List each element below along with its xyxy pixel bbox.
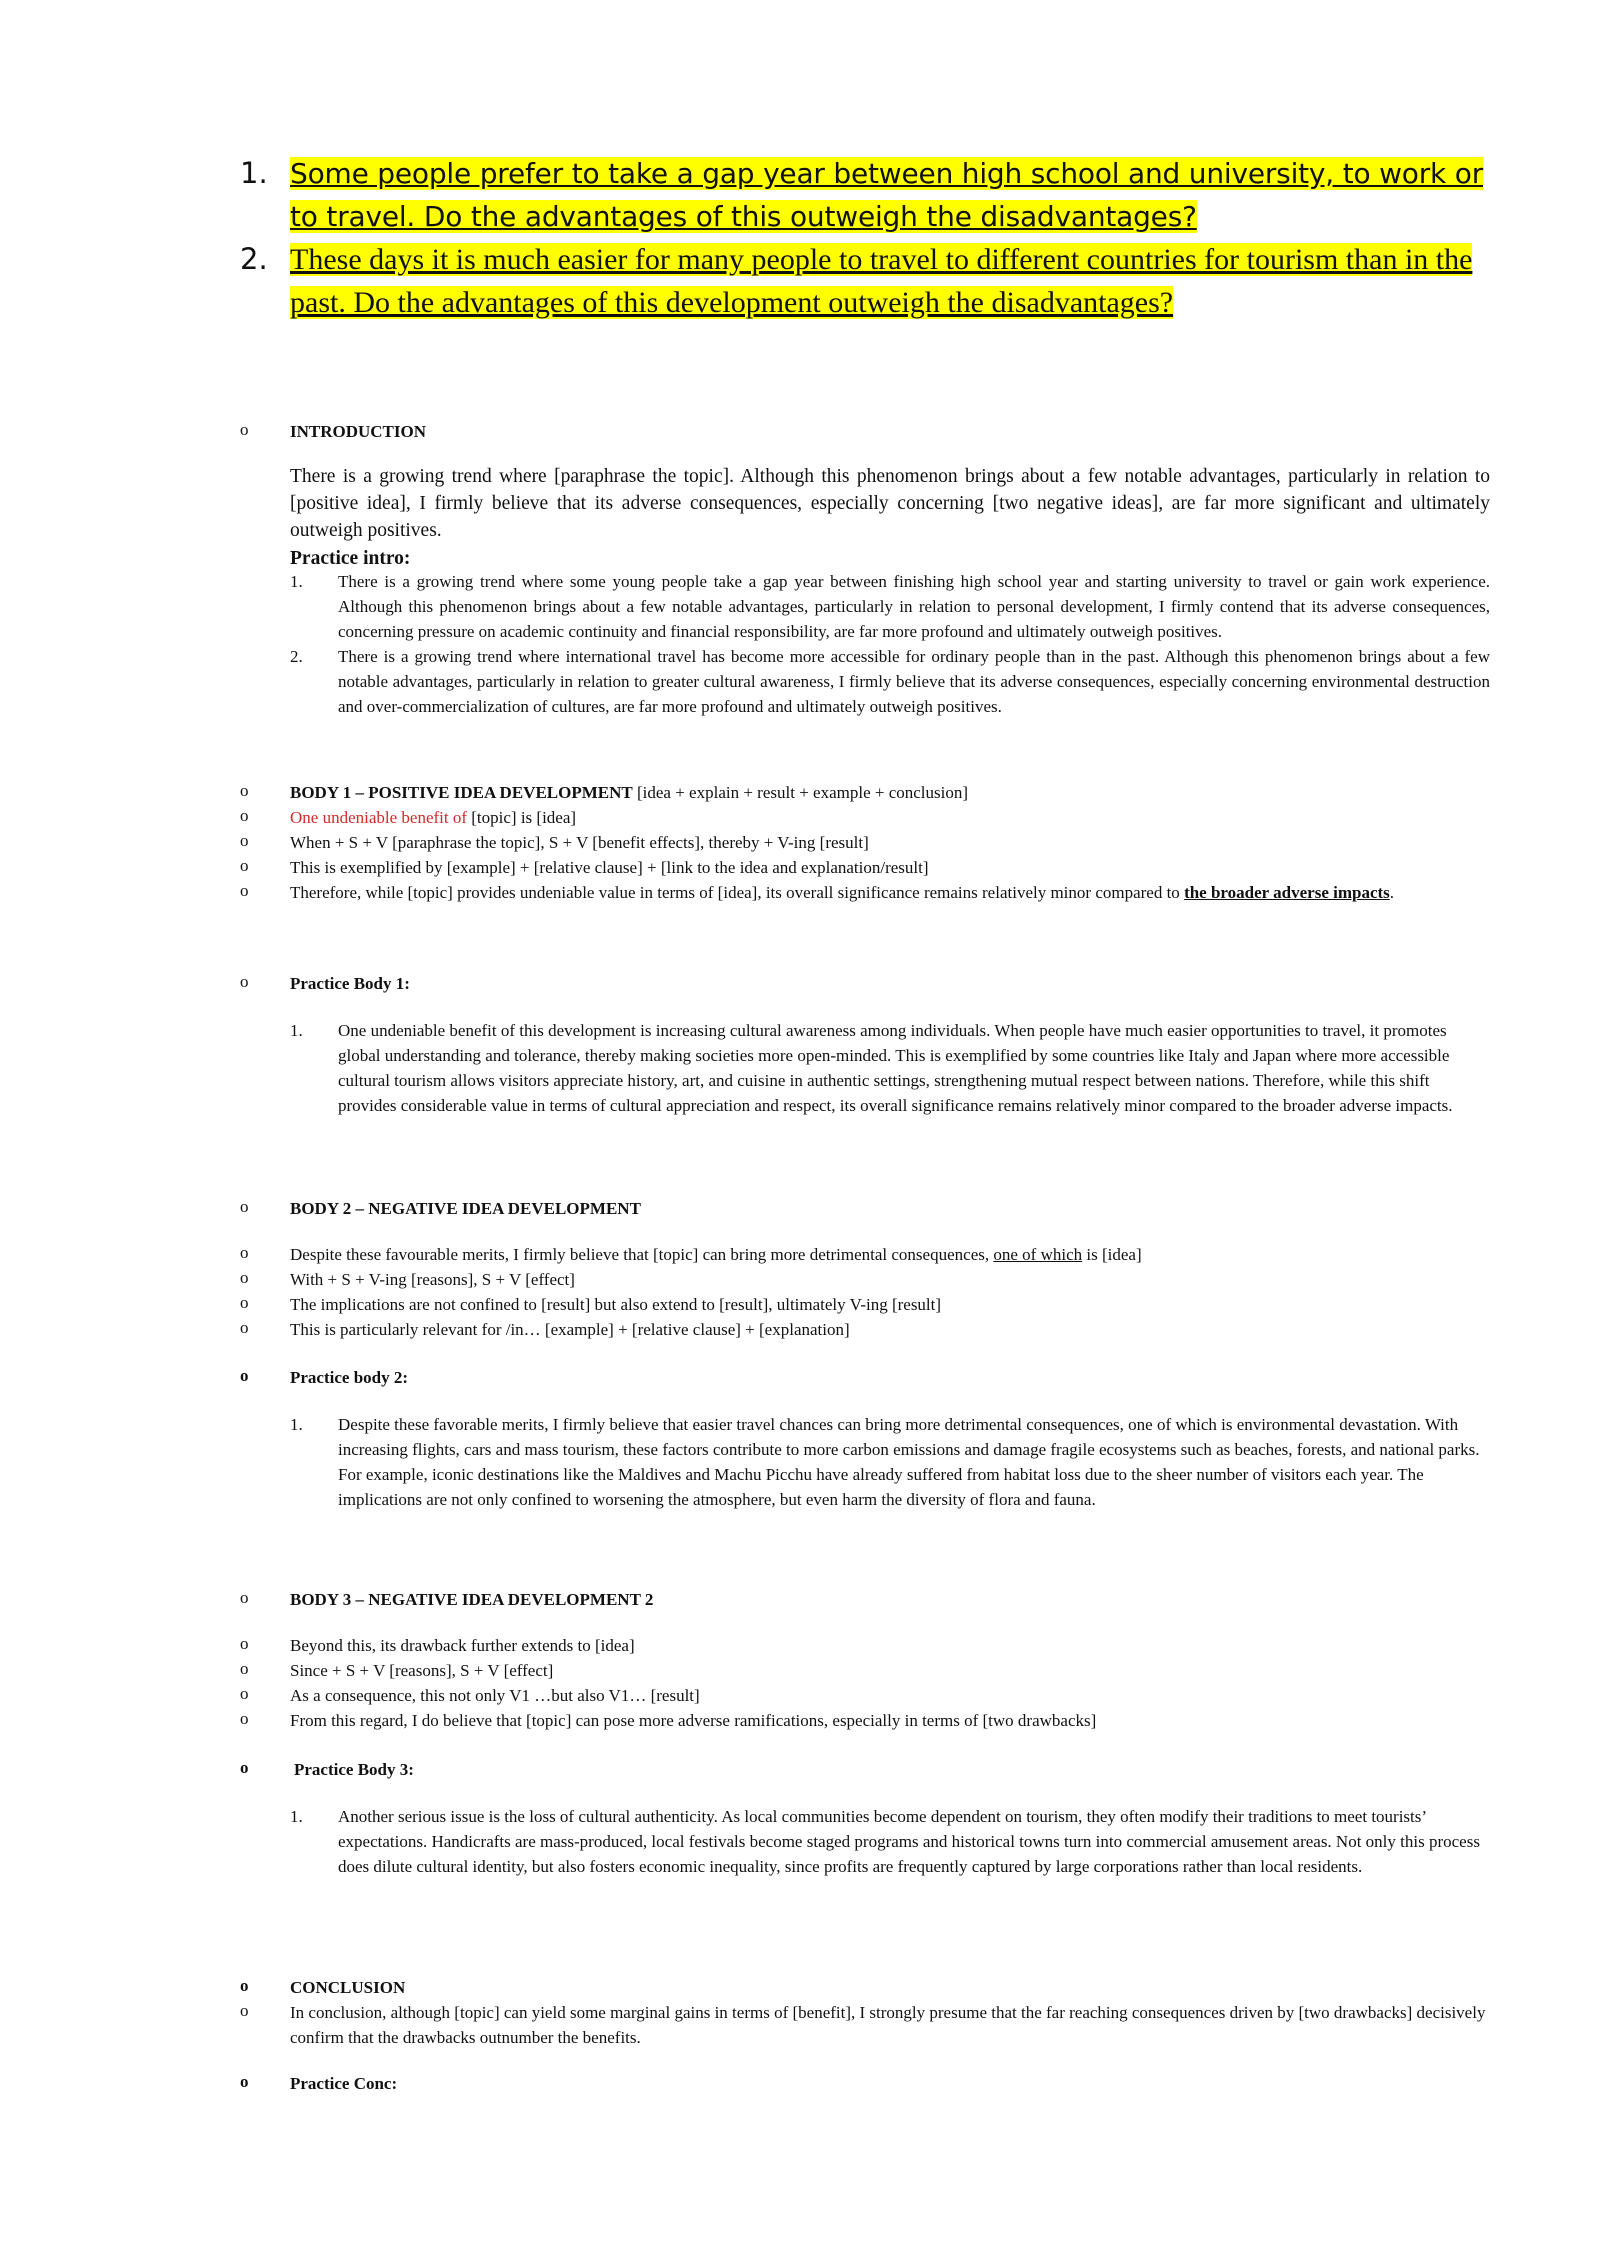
body3-line3: As a consequence, this not only V1 …but also V1… [result] <box>290 1686 700 1705</box>
body2-heading: BODY 2 – NEGATIVE IDEA DEVELOPMENT <box>290 1199 641 1218</box>
list-item: 1. Despite these favorable merits, I firmly believe that easier travel chances can bring more detrimental consequences, one of which is environmental devastation. With increasing flights, cars and mass tourism, these factors contribute to more carbon emissions and damage fragile ecosystems such as beaches, forests, and national parks. For example, iconic destinations like the Maldives and Machu Picchu have already suffered from habitat loss due to the sheer number of visitors each year. The implications are not only confined to worsening the atmosphere, but even harm the diversity of flora and fauna. <box>290 1415 1480 1509</box>
practice-body2-label: Practice body 2: <box>290 1368 409 1387</box>
body1-line4: Therefore, while [topic] provides undeniable value in terms of [idea], its overall significance remains relatively minor compared to the broader adverse impacts. <box>290 883 1395 902</box>
practice-intro-label: Practice intro: <box>290 548 411 569</box>
bullet: o <box>240 1588 249 1607</box>
bullet: o <box>240 2072 249 2091</box>
body3-line2: Since + S + V [reasons], S + V [effect] <box>290 1661 554 1680</box>
practice-body2 <box>290 1412 1490 1512</box>
bullet: o <box>240 806 249 825</box>
conclusion-template: In conclusion, although [topic] can yield some marginal gains in terms of [benefit], I strongly presume that the far reaching consequences driven by [two drawbacks] decisively confirm that the drawbacks outnumber the benefits. <box>290 2003 1486 2047</box>
body1-line2: When + S + V [paraphrase the topic], S + V [benefit effects], thereby + V-ing [result] <box>290 833 869 852</box>
list-item: 2. There is a growing trend where international travel has become more accessible for ordinary people than in the past. Although this phenomenon brings about a few notable advantages, particularly in relation to greater cultural awareness, I firmly believe that its adverse consequences, especially concerning environmental destruction and over-commercialization of cultures, are far more profound and ultimately outweigh positives. <box>290 647 1490 716</box>
prompt-text: Some people prefer to take a gap year between high school and university, to work or to travel. Do the advantages of this outweigh the disadvantages? <box>290 157 1484 233</box>
bullet: o <box>240 1243 249 1262</box>
bullet: o <box>240 1634 249 1653</box>
prompt-2 <box>240 238 1490 324</box>
practice-body1 <box>290 1018 1490 1118</box>
bullet: o <box>240 781 249 800</box>
bullet: o <box>240 1976 249 1995</box>
practice-body3-label: Practice Body 3: <box>294 1760 414 1779</box>
practice-conc-label: Practice Conc: <box>290 2074 398 2093</box>
bullet: o <box>240 1659 249 1678</box>
list-item: 1. Another serious issue is the loss of cultural authenticity. As local communities become dependent on tourism, they often modify their traditions to meet tourists’ expectations. Handicrafts are mass-produced, local festivals become staged programs and historical towns turn into commercial amusement areas. Not only this process does dilute cultural identity, but also fosters economic inequality, since profits are frequently captured by large corporations rather than local residents. <box>290 1807 1480 1876</box>
essay-prompts <box>240 152 1490 324</box>
body1-line1: One undeniable benefit of [topic] is [idea] <box>290 808 577 827</box>
bullet: o <box>240 420 249 439</box>
bullet: o <box>240 831 249 850</box>
body2-line4: This is particularly relevant for /in… [example] + [relative clause] + [explanation] <box>290 1320 850 1339</box>
body2-line3: The implications are not confined to [result] but also extend to [result], ultimately V-ing [result] <box>290 1295 942 1314</box>
prompt-number: 2. <box>240 242 268 276</box>
bullet: o <box>240 1709 249 1728</box>
bullet: o <box>240 1366 249 1385</box>
body2-line2: With + S + V-ing [reasons], S + V [effect] <box>290 1270 575 1289</box>
bullet: o <box>240 1684 249 1703</box>
body3-line4: From this regard, I do believe that [topic] can pose more adverse ramifications, especially in terms of [two drawbacks] <box>290 1711 1097 1730</box>
list-item: 1. There is a growing trend where some young people take a gap year between finishing high school year and starting university to travel or gain work experience. Although this phenomenon brings about a few notable advantages, particularly in relation to personal development, I firmly contend that its adverse consequences, concerning pressure on academic continuity and financial responsibility, are far more profound and ultimately outweigh positives. <box>290 572 1490 641</box>
bullet: o <box>240 972 249 991</box>
intro-heading: INTRODUCTION <box>290 422 427 441</box>
practice-body1-label: Practice Body 1: <box>290 974 410 993</box>
body1-heading: BODY 1 – POSITIVE IDEA DEVELOPMENT [idea + explain + result + example + conclusion] <box>290 783 969 802</box>
body2-line1: Despite these favourable merits, I firmly believe that [topic] can bring more detrimental consequences, one of which is [idea] <box>290 1245 1142 1264</box>
bullet: o <box>240 1268 249 1287</box>
body3-heading: BODY 3 – NEGATIVE IDEA DEVELOPMENT 2 <box>290 1590 654 1609</box>
bullet: o <box>240 1293 249 1312</box>
bullet: o <box>240 1758 249 1777</box>
bullet: o <box>240 1197 249 1216</box>
body1-line3: This is exemplified by [example] + [relative clause] + [link to the idea and explanation/result] <box>290 858 929 877</box>
practice-intro-list <box>290 569 1490 719</box>
bullet: o <box>240 856 249 875</box>
bullet: o <box>240 881 249 900</box>
list-item: 1. One undeniable benefit of this development is increasing cultural awareness among individuals. When people have much easier opportunities to travel, it promotes global understanding and tolerance, thereby making societies more open-minded. This is exemplified by some countries like Italy and Japan where more accessible cultural tourism allows visitors appreciate history, art, and cuisine in authentic settings, strengthening mutual respect between nations. Therefore, while this shift provides considerable value in terms of cultural appreciation and respect, its overall significance remains relatively minor compared to the broader adverse impacts. <box>290 1021 1453 1115</box>
prompt-1 <box>240 152 1490 238</box>
bullet: o <box>240 2001 249 2020</box>
prompt-text: These days it is much easier for many people to travel to different countries for tourism than in the past. Do the advantages of this development outweigh the disadvantages? <box>290 243 1473 319</box>
prompt-number: 1. <box>240 156 268 190</box>
body3-line1: Beyond this, its drawback further extends to [idea] <box>290 1636 635 1655</box>
conclusion-heading: CONCLUSION <box>290 1978 406 1997</box>
intro-template: There is a growing trend where [paraphrase the topic]. Although this phenomenon brings about a few notable advantages, particularly in relation to [positive idea], I firmly believe that its adverse consequences, especially concerning [two negative ideas], are far more significant and ultimately outweigh positives. <box>290 466 1490 541</box>
bullet: o <box>240 1318 249 1337</box>
practice-body3 <box>290 1804 1490 1879</box>
